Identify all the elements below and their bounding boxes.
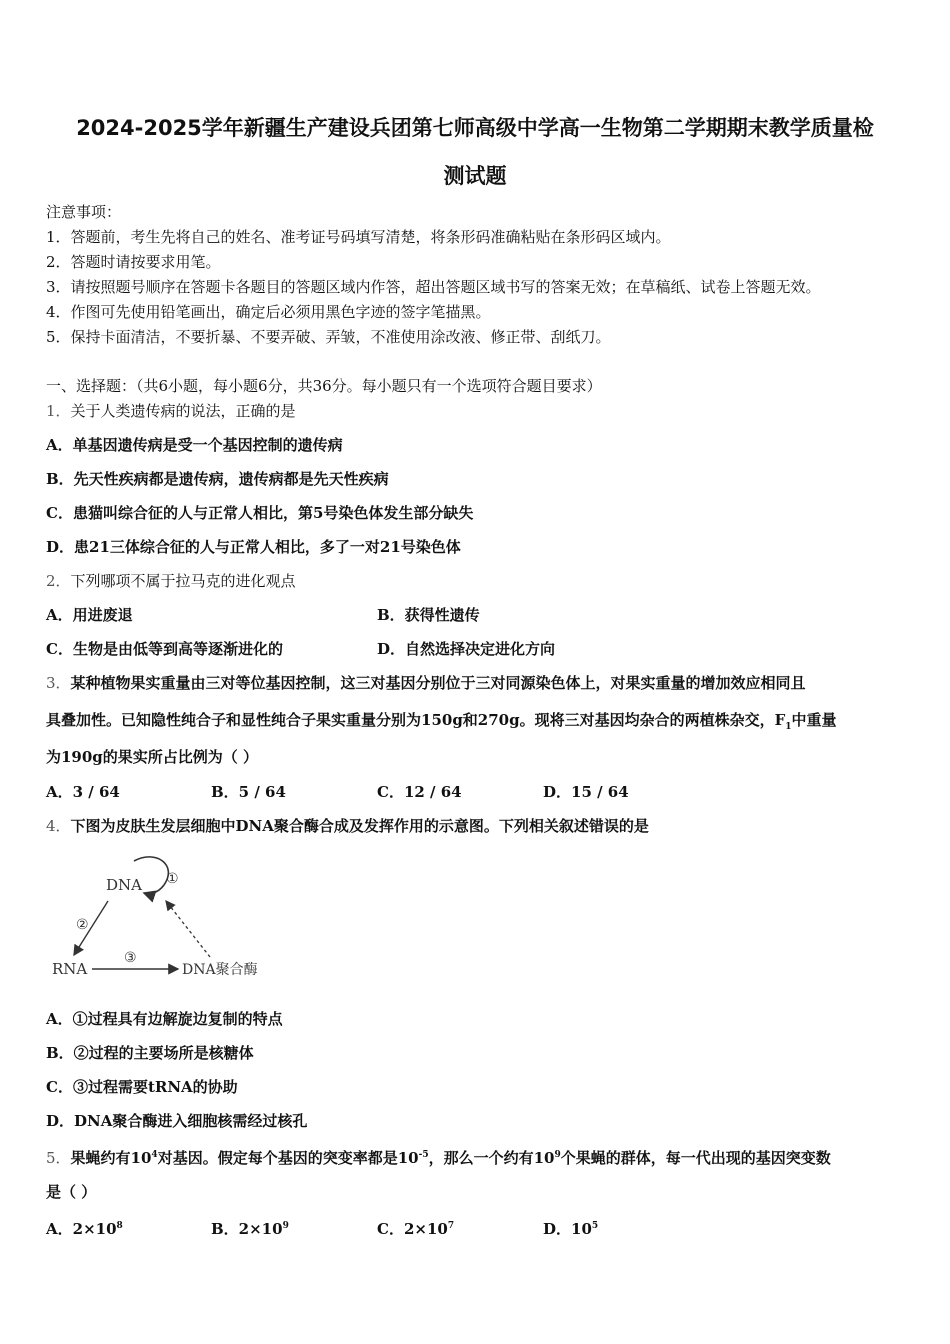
stem-superscript: 9: [554, 1150, 561, 1160]
q1-option-d: D．患21三体综合征的人与正常人相比，多了一对21号染色体: [46, 538, 461, 556]
enzyme-label: DNA聚合酶: [182, 962, 258, 978]
question-3-line1: [46, 673, 806, 693]
stem-superscript: -5: [418, 1150, 429, 1160]
q3-option-c: C．12 / 64: [377, 783, 462, 801]
q3-option-a: A．3 / 64: [46, 783, 120, 801]
stem-text: ，那么一个约有10: [428, 1149, 555, 1167]
q3-option-d: D．15 / 64: [543, 783, 629, 801]
question-3-line2: [46, 710, 837, 737]
option-text: D．10: [543, 1220, 592, 1238]
stem-superscript: 4: [151, 1150, 158, 1160]
stem-text: 个果蝇的群体，每一代出现的基因突变数: [560, 1149, 831, 1167]
dna-polymerase-diagram: [46, 845, 282, 983]
q1-option-c: C．患猫叫综合征的人与正常人相比，第5号染色体发生部分缺失: [46, 504, 474, 522]
q4-option-d: D．DNA聚合酶进入细胞核需经过核孔: [46, 1112, 308, 1130]
notice-heading: 注意事项：: [46, 203, 122, 221]
stem-subscript: 1: [785, 722, 792, 732]
q4-option-a: A．①过程具有边解旋边复制的特点: [46, 1010, 283, 1028]
q2-option-b: B．获得性遗传: [377, 606, 480, 624]
q4-option-c: C．③过程需要tRNA的协助: [46, 1078, 238, 1096]
question-number: 1．: [46, 402, 71, 420]
q3-option-b: B．5 / 64: [211, 783, 286, 801]
question-stem: 下图为皮肤生发层细胞中DNA聚合酶合成及发挥作用的示意图。下列相关叙述错误的是: [70, 817, 649, 835]
dna-label: DNA: [106, 876, 142, 894]
notice-item-3: 3．请按照题号顺序在答题卡各题目的答题区域内作答，超出答题区域书写的答案无效；在草稿纸、试卷上答题无效。: [46, 278, 821, 296]
question-4: [46, 816, 649, 836]
stem-text: 具叠加性。已知隐性纯合子和显性纯合子果实重量分别为150g和270g。现将三对基因均杂合的两植株杂交，F: [46, 711, 786, 729]
q1-option-a: A．单基因遗传病是受一个基因控制的遗传病: [46, 436, 343, 454]
notice-item-2: 2．答题时请按要求用笔。: [46, 253, 221, 271]
question-number: 5．: [46, 1149, 71, 1167]
notice-item-4: 4．作图可先使用铅笔画出，确定后必须用黑色字迹的签字笔描黑。: [46, 303, 491, 321]
question-5-line1: [46, 1145, 831, 1168]
q5-option-c: [377, 1216, 454, 1239]
option-exponent: 9: [282, 1221, 289, 1231]
enzyme-action-arrow: [166, 901, 210, 957]
question-number: 4．: [46, 817, 71, 835]
question-stem: 下列哪项不属于拉马克的进化观点: [70, 572, 296, 590]
q2-option-a: A．用进废退: [46, 606, 133, 624]
step3-label: ③: [124, 950, 137, 966]
option-exponent: 8: [116, 1221, 123, 1231]
question-5-line2: 是（ ）: [46, 1183, 97, 1201]
step2-label: ②: [76, 917, 89, 933]
question-2: [46, 571, 296, 591]
exam-title-line1: 2024-2025学年新疆生产建设兵团第七师高级中学高一生物第二学期期末教学质量检: [76, 116, 874, 140]
question-1: [46, 401, 296, 421]
option-text: C．2×10: [377, 1220, 448, 1238]
exam-title-line2: 测试题: [443, 164, 507, 188]
section-heading: 一、选择题：（共6小题，每小题6分，共36分。每小题只有一个选项符合题目要求）: [46, 377, 602, 395]
q4-option-b: B．②过程的主要场所是核糖体: [46, 1044, 254, 1062]
q2-option-d: D．自然选择决定进化方向: [377, 640, 556, 658]
question-stem: 某种植物果实重量由三对等位基因控制，这三对基因分别位于三对同源染色体上，对果实重量的增加效应相同且: [70, 674, 806, 692]
question-number: 2．: [46, 572, 71, 590]
q2-option-c: C．生物是由低等到高等逐渐进化的: [46, 640, 283, 658]
q5-option-b: [211, 1216, 289, 1239]
option-text: B．2×10: [211, 1220, 283, 1238]
rna-label: RNA: [52, 960, 88, 978]
stem-text: 中重量: [791, 711, 837, 729]
question-3-line3: 为190g的果实所占比例为（ ）: [46, 748, 259, 766]
q5-option-d: [543, 1216, 598, 1239]
stem-text: 对基因。假定每个基因的突变率都是10: [157, 1149, 419, 1167]
question-number: 3．: [46, 674, 71, 692]
option-exponent: 5: [591, 1221, 599, 1231]
notice-item-1: 1．答题前，考生先将自己的姓名、准考证号码填写清楚，将条形码准确粘贴在条形码区域内。: [46, 228, 671, 246]
q5-option-a: [46, 1216, 123, 1239]
stem-text: 果蝇约有10: [70, 1149, 152, 1167]
question-stem: 关于人类遗传病的说法，正确的是: [70, 402, 296, 420]
notice-item-5: 5．保持卡面清洁，不要折暴、不要弄破、弄皱，不准使用涂改液、修正带、刮纸刀。: [46, 328, 611, 346]
step1-label: ①: [166, 871, 179, 887]
option-exponent: 7: [447, 1221, 455, 1231]
q1-option-b: B．先天性疾病都是遗传病，遗传病都是先天性疾病: [46, 470, 389, 488]
option-text: A．2×10: [46, 1220, 117, 1238]
